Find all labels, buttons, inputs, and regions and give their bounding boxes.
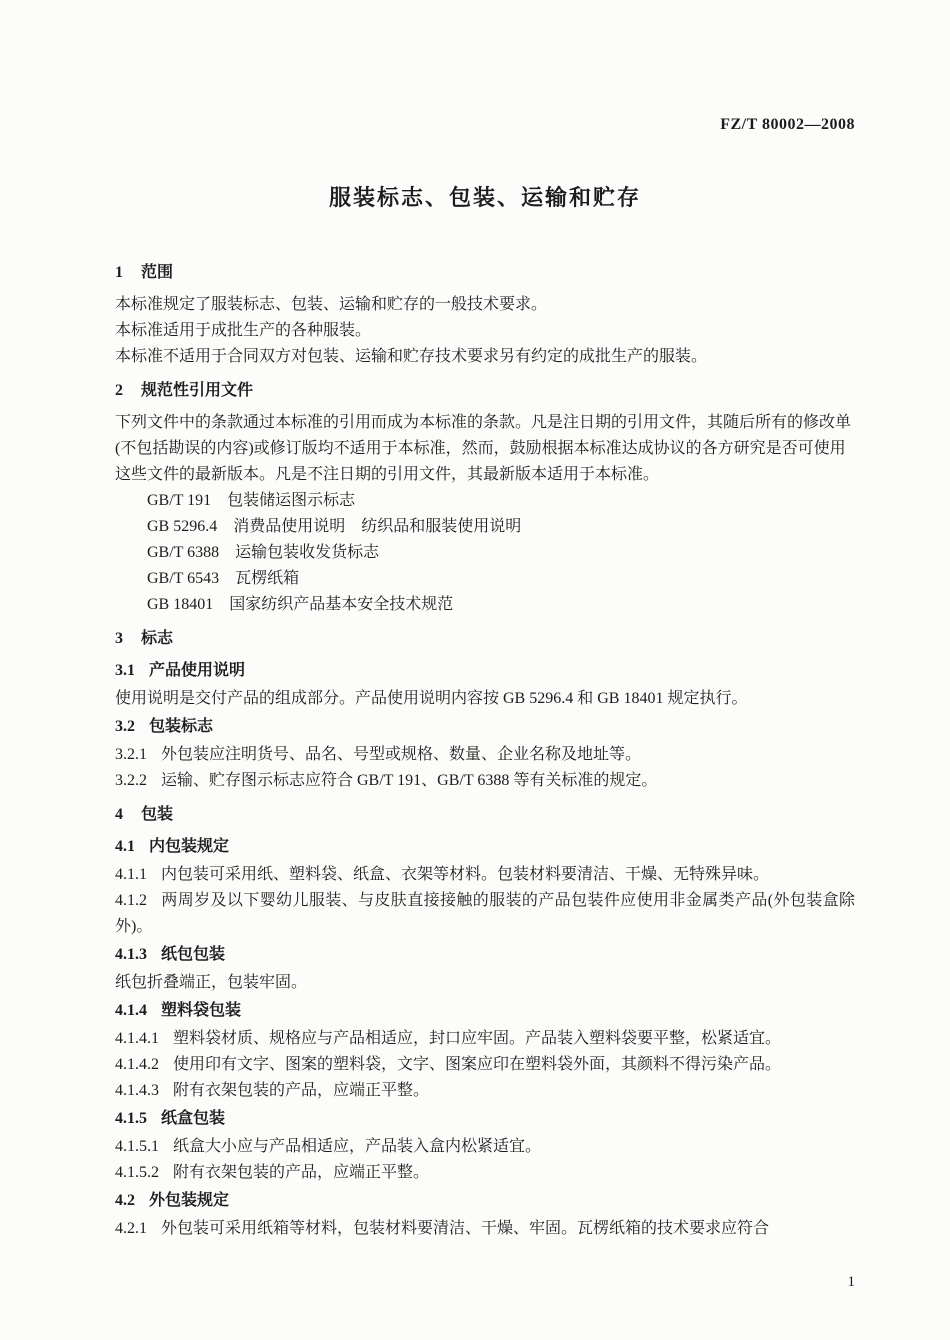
section-heading <box>115 260 855 286</box>
clause-text: 纸盒大小应与产品相适应，产品装入盒内松紧适宜。 <box>173 1138 542 1155</box>
reference-title: 运输包装收发货标志 <box>235 544 380 561</box>
clause-paragraph <box>115 768 855 794</box>
document-body <box>115 260 855 1242</box>
clause-text: 包装 <box>141 806 174 823</box>
clause-text: 塑料袋包装 <box>161 1002 242 1019</box>
clause-number: 3.2.1 <box>115 746 147 763</box>
clause-paragraph <box>115 1160 855 1186</box>
clause-number: 4.1.4 <box>115 1002 147 1019</box>
clause-number: 4.1.3 <box>115 946 147 963</box>
reference-title: 国家纺织产品基本安全技术规范 <box>229 596 454 613</box>
reference-item <box>115 540 855 566</box>
clause-number: 4.1.2 <box>115 892 147 909</box>
paragraph: 纸包折叠端正，包装牢固。 <box>115 974 308 991</box>
page-title: 服装标志、包装、运输和贮存 <box>328 185 641 210</box>
clause-text: 包装标志 <box>149 718 214 735</box>
clause-text: 运输、贮存图示标志应符合 GB/T 191、GB/T 6388 等有关标准的规定。 <box>161 772 658 789</box>
reference-title: 瓦楞纸箱 <box>235 570 300 587</box>
clause-paragraph <box>115 1026 855 1052</box>
clause-number: 4.2.1 <box>115 1220 147 1237</box>
clause-number: 4.1.4.2 <box>115 1056 159 1073</box>
paragraph: 本标准不适用于合同双方对包装、运输和贮存技术要求另有约定的成批生产的服装。 <box>115 348 708 365</box>
clause-text: 附有衣架包装的产品，应端正平整。 <box>173 1082 430 1099</box>
subsection-heading <box>115 1188 855 1214</box>
subsection-heading <box>115 998 855 1024</box>
reference-number: GB 5296.4 <box>147 518 218 535</box>
reference-number: GB/T 6543 <box>147 570 220 587</box>
clause-text: 外包装规定 <box>149 1192 230 1209</box>
clause-paragraph <box>115 862 855 888</box>
clause-text: 纸盒包装 <box>161 1110 226 1127</box>
clause-number: 4.1.5 <box>115 1110 147 1127</box>
clause-number: 4.1 <box>115 838 135 855</box>
clause-number: 3.2.2 <box>115 772 147 789</box>
clause-number: 4.1.5.1 <box>115 1138 159 1155</box>
clause-text: 规范性引用文件 <box>141 382 254 399</box>
clause-text: 使用印有文字、图案的塑料袋，文字、图案应印在塑料袋外面，其颜料不得污染产品。 <box>173 1056 782 1073</box>
subsection-heading <box>115 942 855 968</box>
clause-number: 4 <box>115 806 123 823</box>
section-heading <box>115 378 855 404</box>
reference-number: GB 18401 <box>147 596 214 613</box>
clause-paragraph <box>115 1216 855 1242</box>
reference-item <box>115 514 855 540</box>
clause-number: 4.1.1 <box>115 866 147 883</box>
clause-text: 产品使用说明 <box>149 662 246 679</box>
clause-text: 塑料袋材质、规格应与产品相适应，封口应牢固。产品装入塑料袋要平整，松紧适宜。 <box>173 1030 782 1047</box>
section-heading <box>115 626 855 652</box>
paragraph: 下列文件中的条款通过本标准的引用而成为本标准的条款。凡是注日期的引用文件，其随后所有的修改单(不包括勘误的内容)或修订版均不适用于本标准，然而，鼓励根据本标准达成协议的各方研究是否可使用这些文件的最新版本。凡是不注日期的引用文件，其最新版本适用于本标准。 <box>115 414 852 483</box>
clause-text: 纸包包装 <box>161 946 226 963</box>
paragraph: 使用说明是交付产品的组成部分。产品使用说明内容按 GB 5296.4 和 GB 18401 规定执行。 <box>115 690 748 707</box>
page-number: 1 <box>847 1274 855 1290</box>
reference-item <box>115 566 855 592</box>
clause-text: 标志 <box>141 630 174 647</box>
clause-paragraph <box>115 1052 855 1078</box>
clause-text: 附有衣架包装的产品，应端正平整。 <box>173 1164 430 1181</box>
subsection-heading <box>115 658 855 684</box>
clause-number: 3 <box>115 630 123 647</box>
clause-paragraph <box>115 888 855 940</box>
paragraph: 本标准适用于成批生产的各种服装。 <box>115 322 372 339</box>
paragraph: 本标准规定了服装标志、包装、运输和贮存的一般技术要求。 <box>115 296 548 313</box>
clause-paragraph <box>115 1078 855 1104</box>
clause-number: 2 <box>115 382 123 399</box>
clause-number: 4.2 <box>115 1192 135 1209</box>
clause-number: 4.1.4.1 <box>115 1030 159 1047</box>
clause-text: 内包装可采用纸、塑料袋、纸盒、衣架等材料。包装材料要清洁、干燥、无特殊异味。 <box>161 866 770 883</box>
reference-title: 消费品使用说明 纺织品和服装使用说明 <box>233 518 522 535</box>
subsection-heading <box>115 1106 855 1132</box>
reference-number: GB/T 6388 <box>147 544 220 561</box>
section-heading <box>115 802 855 828</box>
clause-number: 4.1.4.3 <box>115 1082 159 1099</box>
clause-text: 内包装规定 <box>149 838 230 855</box>
doc-number: FZ/T 80002—2008 <box>720 116 855 133</box>
clause-text: 两周岁及以下婴幼儿服装、与皮肤直接接触的服装的产品包装件应使用非金属类产品(外包装盒除外)。 <box>115 892 855 935</box>
reference-item <box>115 592 855 618</box>
subsection-heading <box>115 714 855 740</box>
clause-number: 3.1 <box>115 662 135 679</box>
clause-text: 外包装可采用纸箱等材料，包装材料要清洁、干燥、牢固。瓦楞纸箱的技术要求应符合 <box>161 1220 770 1237</box>
subsection-heading <box>115 834 855 860</box>
reference-title: 包装储运图示标志 <box>227 492 356 509</box>
clause-paragraph <box>115 742 855 768</box>
clause-number: 3.2 <box>115 718 135 735</box>
clause-number: 1 <box>115 264 123 281</box>
clause-number: 4.1.5.2 <box>115 1164 159 1181</box>
reference-item <box>115 488 855 514</box>
reference-number: GB/T 191 <box>147 492 212 509</box>
clause-paragraph <box>115 1134 855 1160</box>
clause-text: 外包装应注明货号、品名、号型或规格、数量、企业名称及地址等。 <box>161 746 642 763</box>
clause-text: 范围 <box>141 264 174 281</box>
